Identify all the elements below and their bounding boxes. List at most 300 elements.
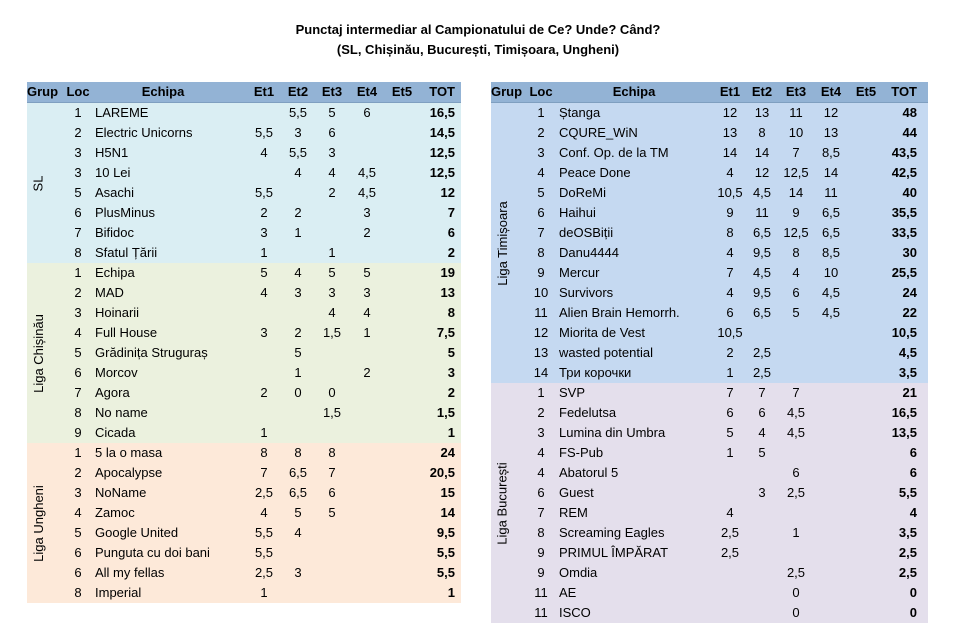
- score-et1: 4: [726, 285, 734, 300]
- score-et4: [354, 523, 380, 543]
- score-et4: [817, 603, 845, 623]
- rank-cell: 3: [537, 145, 545, 160]
- team-name: PRIMUL ÎMPĂRAT: [559, 545, 669, 560]
- table-row: [27, 583, 461, 603]
- score-et5: [853, 423, 879, 443]
- score-et1: [716, 603, 744, 623]
- rank-cell: 5: [74, 185, 82, 200]
- score-et1: 4: [726, 505, 734, 520]
- team-name: Screaming Eagles: [559, 525, 665, 540]
- score-et4: [817, 363, 845, 383]
- rank-cell: 3: [537, 425, 545, 440]
- rank-cell: 14: [533, 365, 549, 380]
- score-et3: [319, 523, 345, 543]
- score-et3: 14: [788, 185, 804, 200]
- table-row: [491, 463, 928, 483]
- score-et1: 8: [726, 225, 734, 240]
- score-et2: 2: [294, 325, 302, 340]
- total-cell: 7,5: [436, 325, 455, 340]
- score-et1: 2,5: [720, 525, 740, 540]
- total-cell: 6: [447, 225, 455, 240]
- score-et5: [853, 443, 879, 463]
- score-et5: [389, 223, 415, 243]
- rank-cell: 7: [74, 225, 82, 240]
- score-et5: [389, 183, 415, 203]
- score-et5: [853, 263, 879, 283]
- rank-cell: 7: [74, 385, 82, 400]
- score-et1: 6: [726, 305, 734, 320]
- rank-cell: 8: [537, 525, 545, 540]
- score-et3: 5: [792, 305, 800, 320]
- score-et5: [853, 143, 879, 163]
- score-et5: [389, 103, 415, 123]
- team-name: Grădinița Struguraș: [95, 345, 208, 360]
- score-et2: [285, 243, 311, 263]
- header-et1: Et1: [719, 84, 741, 99]
- rank-cell: 11: [534, 305, 548, 320]
- score-et2: [285, 303, 311, 323]
- score-et5: [389, 543, 415, 563]
- group-block: [27, 103, 461, 263]
- team-name: ISCO: [559, 605, 591, 620]
- header-et4: Et4: [820, 84, 842, 99]
- score-et2: [748, 563, 776, 583]
- score-et1: 7: [726, 265, 734, 280]
- total-cell: 12,5: [429, 165, 455, 180]
- score-et2: 6,5: [752, 225, 772, 240]
- table-row: [491, 103, 928, 123]
- score-et5: [853, 363, 879, 383]
- score-et1: [251, 103, 277, 123]
- score-et4: [354, 423, 380, 443]
- score-et2: 2: [294, 205, 302, 220]
- rank-cell: 6: [74, 565, 82, 580]
- score-et4: [354, 483, 380, 503]
- group-name: Liga Chișinău: [30, 313, 46, 393]
- score-et3: 4: [328, 165, 336, 180]
- total-cell: 40: [902, 185, 917, 200]
- score-et5: [389, 303, 415, 323]
- score-et2: [285, 423, 311, 443]
- table-row: [27, 543, 461, 563]
- rank-cell: 4: [537, 165, 545, 180]
- rank-cell: 6: [74, 365, 82, 380]
- team-name: Agora: [95, 385, 130, 400]
- score-et5: [389, 323, 415, 343]
- rank-cell: 4: [537, 445, 545, 460]
- score-et3: 6: [792, 285, 800, 300]
- table-row: [491, 283, 928, 303]
- score-et3: 0: [792, 585, 800, 600]
- score-et2: 8: [294, 445, 302, 460]
- score-et3: [319, 343, 345, 363]
- table-row: [491, 143, 928, 163]
- score-et1: 4: [260, 145, 268, 160]
- rank-cell: 13: [533, 345, 549, 360]
- table-row: [27, 263, 461, 283]
- score-et3: 6: [328, 125, 336, 140]
- score-et3: 1,5: [322, 405, 342, 420]
- score-et1: 4: [260, 285, 268, 300]
- score-et5: [389, 263, 415, 283]
- team-name: PlusMinus: [95, 205, 155, 220]
- right-standings-table: [491, 82, 928, 623]
- header-echipa: Echipa: [612, 84, 656, 99]
- score-et5: [389, 383, 415, 403]
- score-et5: [389, 143, 415, 163]
- score-et4: 4: [363, 305, 371, 320]
- rank-cell: 6: [537, 485, 545, 500]
- score-et4: [354, 543, 380, 563]
- score-et5: [853, 283, 879, 303]
- total-cell: 43,5: [891, 145, 917, 160]
- score-et4: 4,5: [821, 285, 841, 300]
- total-cell: 1,5: [436, 405, 455, 420]
- table-header: [491, 82, 928, 103]
- table-row: [27, 163, 461, 183]
- rank-cell: 2: [74, 465, 82, 480]
- table-row: [491, 563, 928, 583]
- team-name: Google United: [95, 525, 179, 540]
- score-et3: 6: [792, 465, 800, 480]
- score-et1: 7: [726, 385, 734, 400]
- table-row: [27, 203, 461, 223]
- score-et2: [748, 503, 776, 523]
- total-cell: 7: [447, 205, 455, 220]
- rank-cell: 11: [534, 585, 548, 600]
- score-et1: [716, 563, 744, 583]
- table-row: [491, 183, 928, 203]
- score-et1: 13: [722, 125, 738, 140]
- rank-cell: 6: [74, 545, 82, 560]
- score-et5: [389, 523, 415, 543]
- total-cell: 6: [909, 445, 917, 460]
- score-et5: [389, 123, 415, 143]
- score-et1: 2,5: [254, 565, 274, 580]
- table-row: [491, 383, 928, 403]
- score-et1: 3: [260, 325, 268, 340]
- team-name: Bifidoc: [95, 225, 135, 240]
- rank-cell: 1: [74, 105, 82, 120]
- rank-cell: 7: [537, 225, 545, 240]
- team-name: All my fellas: [95, 565, 165, 580]
- score-et4: [817, 483, 845, 503]
- team-name: H5N1: [95, 145, 129, 160]
- score-et3: 4: [792, 265, 800, 280]
- total-cell: 14: [440, 505, 455, 520]
- score-et4: 3: [363, 205, 371, 220]
- score-et4: [354, 503, 380, 523]
- score-et4: 13: [823, 125, 839, 140]
- score-et3: 12,5: [783, 225, 809, 240]
- table-row: [491, 423, 928, 443]
- team-name: NoName: [95, 485, 147, 500]
- header-echipa: Echipa: [141, 84, 185, 99]
- score-et5: [389, 403, 415, 423]
- score-et2: [748, 543, 776, 563]
- table-row: [27, 243, 461, 263]
- score-et5: [389, 283, 415, 303]
- rank-cell: 3: [74, 145, 82, 160]
- score-et5: [853, 543, 879, 563]
- team-name: Zamoc: [95, 505, 135, 520]
- score-et2: [748, 583, 776, 603]
- score-et2: 4: [294, 165, 302, 180]
- score-et5: [389, 463, 415, 483]
- score-et2: 4: [294, 525, 302, 540]
- group-name: Liga Ungheni: [30, 484, 46, 562]
- rank-cell: 9: [537, 545, 545, 560]
- table-row: [27, 323, 461, 343]
- score-et5: [853, 563, 879, 583]
- score-et2: 11: [755, 205, 769, 220]
- score-et1: 1: [726, 445, 734, 460]
- score-et3: 4,5: [786, 405, 806, 420]
- score-et5: [853, 523, 879, 543]
- score-et1: [251, 343, 277, 363]
- score-et4: 2: [363, 225, 371, 240]
- score-et3: 0: [328, 385, 336, 400]
- table-row: [27, 363, 461, 383]
- score-et5: [853, 163, 879, 183]
- score-et4: [354, 123, 380, 143]
- score-et2: 6: [758, 405, 766, 420]
- total-cell: 12,5: [429, 145, 455, 160]
- score-et3: 1,5: [322, 325, 342, 340]
- total-cell: 4,5: [898, 345, 917, 360]
- score-et4: 2: [363, 365, 371, 380]
- score-et1: 1: [260, 585, 268, 600]
- score-et4: [354, 243, 380, 263]
- score-et1: 4: [726, 245, 734, 260]
- header-tot: TOT: [429, 84, 455, 99]
- score-et3: [782, 343, 810, 363]
- score-et3: 4: [328, 305, 336, 320]
- score-et4: [354, 143, 380, 163]
- table-row: [27, 223, 461, 243]
- group-block: [491, 383, 928, 623]
- header-grup: Grup: [491, 84, 523, 99]
- header-et5: Et5: [391, 84, 413, 99]
- team-name: Asachi: [95, 185, 135, 200]
- left-standings-table: [27, 82, 461, 603]
- total-cell: 13: [440, 285, 455, 300]
- team-name: Imperial: [95, 585, 142, 600]
- score-et5: [853, 503, 879, 523]
- score-et1: 12: [722, 105, 738, 120]
- score-et2: [285, 183, 311, 203]
- score-et5: [389, 563, 415, 583]
- score-et1: 14: [722, 145, 738, 160]
- score-et3: 8: [328, 445, 336, 460]
- score-et3: 2,5: [786, 565, 806, 580]
- rank-cell: 9: [74, 425, 82, 440]
- score-et4: 6: [363, 105, 371, 120]
- team-name: Omdia: [559, 565, 598, 580]
- rank-cell: 2: [74, 125, 82, 140]
- table-row: [491, 223, 928, 243]
- rank-cell: 5: [74, 345, 82, 360]
- page-title: Punctaj intermediar al Campionatului de Ce? Unde? Când?: [295, 22, 661, 37]
- score-et3: 12,5: [783, 165, 809, 180]
- total-cell: 14,5: [429, 125, 455, 140]
- score-et5: [389, 483, 415, 503]
- score-et4: [354, 403, 380, 423]
- score-et4: [817, 543, 845, 563]
- group-block: [27, 443, 461, 603]
- total-cell: 15: [440, 485, 455, 500]
- score-et4: 11: [824, 185, 838, 200]
- total-cell: 8: [447, 305, 455, 320]
- score-et1: [716, 583, 744, 603]
- table-row: [491, 323, 928, 343]
- rank-cell: 8: [537, 245, 545, 260]
- score-et1: 2: [726, 345, 734, 360]
- score-et3: 4,5: [786, 425, 806, 440]
- rank-cell: 8: [74, 245, 82, 260]
- score-et3: [782, 503, 810, 523]
- score-et5: [853, 243, 879, 263]
- score-et3: 5: [328, 105, 336, 120]
- total-cell: 16,5: [891, 405, 917, 420]
- score-et3: 6: [328, 485, 336, 500]
- score-et4: [354, 443, 380, 463]
- score-et2: 4: [758, 425, 766, 440]
- team-name: Abatorul 5: [559, 465, 619, 480]
- total-cell: 42,5: [891, 165, 917, 180]
- score-et1: 2: [260, 205, 268, 220]
- score-et4: [817, 403, 845, 423]
- team-name: Peace Done: [559, 165, 631, 180]
- total-cell: 2,5: [898, 565, 917, 580]
- score-et1: 9: [726, 205, 734, 220]
- table-row: [491, 343, 928, 363]
- team-name: AE: [559, 585, 577, 600]
- team-name: Guest: [559, 485, 594, 500]
- total-cell: 10,5: [891, 325, 917, 340]
- team-name: MAD: [95, 285, 124, 300]
- header-loc: Loc: [66, 84, 90, 99]
- total-cell: 5,5: [898, 485, 917, 500]
- table-row: [491, 203, 928, 223]
- score-et1: 5,5: [254, 125, 274, 140]
- score-et1: 2,5: [254, 485, 274, 500]
- score-et4: [817, 563, 845, 583]
- score-et5: [853, 603, 879, 623]
- score-et2: 4: [294, 265, 302, 280]
- score-et2: 6,5: [288, 485, 308, 500]
- rank-cell: 3: [74, 485, 82, 500]
- score-et4: [817, 583, 845, 603]
- page-subtitle: (SL, Chișinău, București, Timișoara, Ungheni): [336, 42, 620, 57]
- score-et3: 3: [328, 285, 336, 300]
- score-et5: [853, 183, 879, 203]
- score-et1: [251, 363, 277, 383]
- score-et3: 5: [328, 265, 336, 280]
- score-et4: [354, 383, 380, 403]
- score-et5: [389, 363, 415, 383]
- score-et4: 6,5: [821, 205, 841, 220]
- total-cell: 13,5: [891, 425, 917, 440]
- rank-cell: 1: [537, 105, 545, 120]
- table-row: [491, 303, 928, 323]
- score-et4: 1: [363, 325, 371, 340]
- table-row: [27, 403, 461, 423]
- score-et5: [389, 343, 415, 363]
- score-et4: [817, 423, 845, 443]
- table-row: [491, 443, 928, 463]
- score-et3: 0: [792, 605, 800, 620]
- table-row: [27, 183, 461, 203]
- rank-cell: 6: [537, 205, 545, 220]
- team-name: REM: [559, 505, 588, 520]
- group-name: SL: [30, 175, 46, 191]
- total-cell: 24: [440, 445, 455, 460]
- table-header: [27, 82, 461, 103]
- team-name: Alien Brain Hemorrh.: [559, 305, 680, 320]
- table-row: [491, 263, 928, 283]
- score-et1: 1: [260, 425, 268, 440]
- score-et2: 9,5: [752, 285, 772, 300]
- team-name: LAREME: [95, 105, 149, 120]
- rank-cell: 1: [74, 265, 82, 280]
- team-name: SVP: [559, 385, 586, 400]
- rank-cell: 7: [537, 505, 545, 520]
- score-et4: 4,5: [821, 305, 841, 320]
- score-et1: [251, 303, 277, 323]
- total-cell: 35,5: [891, 205, 917, 220]
- score-et3: 5: [328, 505, 336, 520]
- team-name: 10 Lei: [95, 165, 131, 180]
- header-tot: TOT: [891, 84, 917, 99]
- header-et4: Et4: [356, 84, 378, 99]
- rank-cell: 2: [537, 405, 545, 420]
- score-et1: 10,5: [717, 325, 743, 340]
- header-et3: Et3: [321, 84, 343, 99]
- score-et5: [853, 483, 879, 503]
- score-et3: 1: [328, 245, 336, 260]
- total-cell: 24: [902, 285, 917, 300]
- score-et4: [817, 343, 845, 363]
- rank-cell: 10: [533, 285, 549, 300]
- score-et5: [853, 403, 879, 423]
- rank-cell: 1: [74, 445, 82, 460]
- score-et4: 4,5: [357, 165, 377, 180]
- group-block: [27, 263, 461, 443]
- rank-cell: 3: [74, 305, 82, 320]
- score-et2: [748, 323, 776, 343]
- score-et4: [817, 323, 845, 343]
- group-name: Liga Timișoara: [494, 200, 510, 286]
- group-name: Liga București: [494, 461, 510, 545]
- total-cell: 12: [440, 185, 455, 200]
- table-row: [491, 503, 928, 523]
- score-et2: [285, 403, 311, 423]
- rank-cell: 9: [537, 265, 545, 280]
- score-et2: 9,5: [752, 245, 772, 260]
- table-row: [27, 143, 461, 163]
- total-cell: 5,5: [436, 565, 455, 580]
- score-et2: 6,5: [288, 465, 308, 480]
- total-cell: 48: [902, 105, 917, 120]
- table-row: [27, 423, 461, 443]
- score-et1: 7: [260, 465, 268, 480]
- team-name: deOSBiții: [559, 225, 614, 240]
- score-et3: 2: [328, 185, 336, 200]
- total-cell: 5: [447, 345, 455, 360]
- header-et2: Et2: [287, 84, 309, 99]
- score-et2: 14: [754, 145, 770, 160]
